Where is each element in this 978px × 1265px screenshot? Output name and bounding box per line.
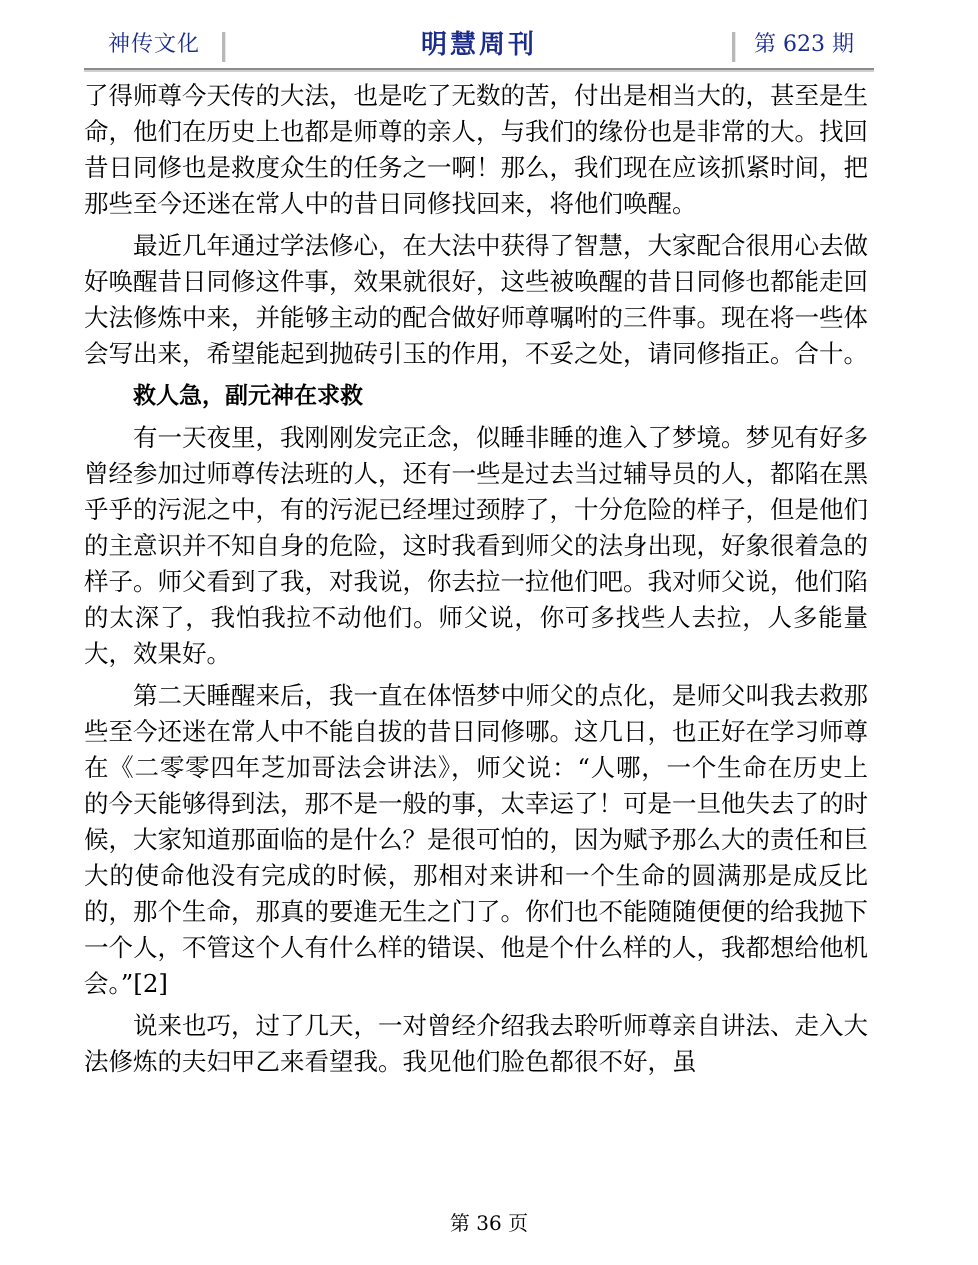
paragraph: 第二天睡醒来后，我一直在体悟梦中师父的点化，是师父叫我去救那些至今还迷在常人中不能自拔的昔日同修哪。这几日，也正好在学习师尊在《二零零四年芝加哥法会讲法》，师父说：“人哪，一个生命在历史上的今天能够得到法，那不是一般的事，太幸运了！可是一旦他失去了的时候，大家知道那面临的是什么？是很可怕的，因为赋予那么大的责任和巨大的使命他没有完成的时候，那相对来讲和一个生命的圆满那是成反比的，那个生命，那真的要進无生之门了。你们也不能随随便便的给我抛下一个人，不管这个人有什么样的错误、他是个什么样的人，我都想给他机会。”[2] [84, 681, 868, 998]
header-issue: 第 623 期 [754, 32, 854, 57]
paragraph: 说来也巧，过了几天，一对曾经介绍我去聆听师尊亲自讲法、走入大法修炼的夫妇甲乙来看望我。我见他们脸色都很不好，虽 [84, 1011, 868, 1076]
header-section: 神传文化 [107, 32, 200, 57]
paragraph: 了得师尊今天传的大法，也是吃了无数的苦，付出是相当大的，甚至是生命，他们在历史上也都是师尊的亲人，与我们的缘份也是非常的大。找回昔日同修也是救度众生的任务之一啊！那么，我们现在应该抓紧时间，把那些至今还迷在常人中的昔日同修找回来，将他们唤醒。 [84, 81, 868, 218]
page-number: 第 36 页 [449, 1211, 529, 1235]
section-heading: 救人急，副元神在求救 [133, 383, 363, 409]
page-header [84, 24, 874, 70]
paragraph: 最近几年通过学法修心，在大法中获得了智慧，大家配合很用心去做好唤醒昔日同修这件事，效果就很好，这些被唤醒的昔日同修也都能走回大法修炼中来，并能够主动的配合做好师尊嘱咐的三件事。现在将一些体会写出来，希望能起到抛砖引玉的作用，不妥之处，请同修指正。合十。 [84, 231, 868, 368]
header-title: 明慧周刊 [420, 30, 537, 60]
paragraph: 有一天夜里，我刚刚发完正念，似睡非睡的進入了梦境。梦见有好多曾经参加过师尊传法班的人，还有一些是过去当过辅导员的人，都陷在黑乎乎的污泥之中，有的污泥已经埋过颈脖了，十分危险的样子，但是他们的主意识并不知自身的危险，这时我看到师父的法身出现，好象很着急的样子。师父看到了我，对我说，你去拉一拉他们吧。我对师父说，他们陷的太深了，我怕我拉不动他们。师父说，你可多找些人去拉，人多能量大，效果好。 [84, 423, 868, 668]
article-body [84, 78, 868, 1080]
